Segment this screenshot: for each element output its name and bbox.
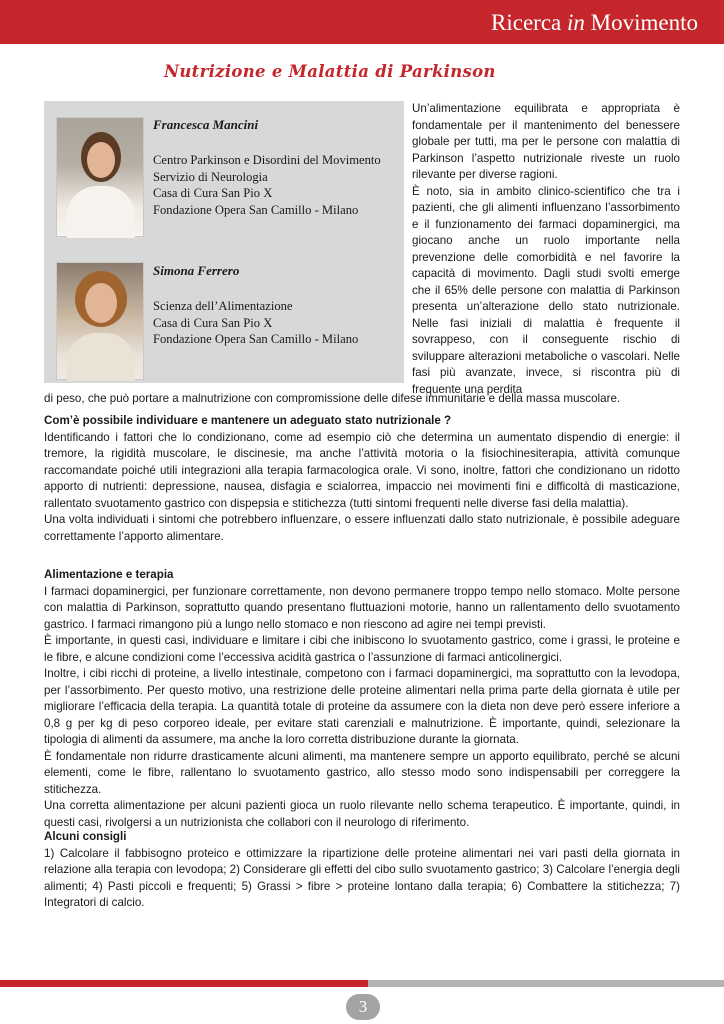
header-title-suffix: Movimento	[584, 10, 698, 35]
authors-box	[44, 101, 404, 383]
section-paragraph: Una volta individuati i sintomi che potrebbero influenzare, o essere influenzati dallo stato nutrizionale, è possibile adeguare correttamente l’apporto alimentare.	[44, 513, 680, 543]
section-diet-therapy	[44, 567, 680, 831]
header-bar	[0, 0, 724, 44]
section-paragraph: I farmaci dopaminergici, per funzionare correttamente, non devono permanere troppo tempo nello stomaco. Molte persone con malattia di Parkinson, soprattutto quando presentano fluttuazioni motorie, hanno un rallentamento dello svuotamento gastrico. I farmaci rimangono più a lungo nello stomaco e non riescono ad agire nei tempi previsti.	[44, 584, 680, 631]
author-info	[153, 117, 403, 218]
section-paragraph: Inoltre, i cibi ricchi di proteine, a livello intestinale, competono con i farmaci dopaminergici, ma soprattutto con la levodopa, per l’assorbimento. Per questo motivo, una restrizione delle proteine alimentari nella prima parte della giornata è utile per migliorare l’efficacia della terapia. La quantità totale di proteine da assumere con la dieta non deve però essere inferiore a 0,8 g per kg di peso corporeo ideale, per evitare stati carenziali e malnutrizione. È importante, quindi, selezionare la tipologia di alimenti da assumere, ma anche la loro corretta distribuzione durante la giornata.	[44, 667, 680, 746]
author-affiliation: Fondazione Opera San Camillo - Milano	[153, 332, 359, 346]
portrait-face	[85, 283, 117, 323]
section-paragraph: 1) Calcolare il fabbisogno proteico e ottimizzare la ripartizione delle proteine alimentari nei vari pasti della giornata in relazione alla terapia con levodopa; 2) Considerare gli effetti del cibo sullo svuotamento gastrico; 3) Calcolare l’energia degli alimenti; 4) Pasti piccoli e frequenti; 5) Grassi > fibre > proteine lontano dalla terapia; 6) Combattere la stitichezza; 7) Integratori di calcio.	[44, 846, 680, 909]
author-affiliation: Centro Parkinson e Disordini del Movimento	[153, 153, 381, 167]
author-photo	[56, 262, 144, 380]
section-paragraph: È importante, in questi casi, individuare e limitare i cibi che inibiscono lo svuotamento gastrico, come i grassi, le proteine e le fibre, e alcune condizioni come l’eccessiva acidità gastrica o l’assunzione di farmaci anticolinergici.	[44, 634, 680, 664]
portrait-body	[67, 333, 135, 381]
portrait-face	[87, 142, 115, 178]
author-affiliation: Casa di Cura San Pio X	[153, 186, 273, 200]
section-heading: Com’è possibile individuare e mantenere un adeguato stato nutrizionale ?	[44, 414, 452, 427]
author-affiliation: Servizio di Neurologia	[153, 169, 268, 184]
section-advice	[44, 829, 680, 912]
footer-accent-bar	[0, 980, 368, 987]
author-photo	[56, 117, 144, 237]
intro-continuation: di peso, che può portare a malnutrizione con compromissione delle difese immunitarie e della massa muscolare.	[44, 392, 621, 405]
page-number: 3	[346, 994, 380, 1020]
header-title-italic: in	[567, 10, 585, 35]
header-title-prefix: Ricerca	[491, 10, 568, 35]
author-affiliation: Scienza dell’Alimentazione	[153, 299, 293, 313]
author-name: Francesca Mancini	[153, 117, 259, 132]
section-nutritional-status	[44, 413, 680, 545]
author-info	[153, 263, 403, 348]
author-affiliation: Fondazione Opera San Camillo - Milano	[153, 202, 359, 217]
intro-paragraph: È noto, sia in ambito clinico-scientifico che tra i pazienti, che gli alimenti influenzano l’assorbimento e il funzionamento dei farmaci dopaminergici, ma giocano anche un ruolo importante nella prevenzione delle comorbidità e nel favorire la capacità di movimento. Dagli studi svolti emerge che il 65% delle persone con malattia di Parkinson presenta un’alterazione dello stato nutrizionale. Nelle fasi iniziali di malattia è frequente il sovrappeso, con il conseguente rischio di sviluppare alterazioni metaboliche o vascolari. Nelle fasi più avanzate, invece, si riscontra più di frequente una perdita	[412, 184, 680, 396]
section-heading: Alcuni consigli	[44, 830, 127, 843]
portrait-body	[67, 186, 135, 238]
section-paragraph: Identificando i fattori che lo condizionano, come ad esempio ciò che determina un aumentato dispendio di energie: il tremore, la rigidità muscolare, le discinesie, ma anche l’attività motoria o la fisiochinesiterapia, attività comunque raccomandate poiché utili integrazioni alla terapia farmacologica orale. Vi sono, inoltre, fattori che condizionano un ridotto apporto di nutrienti: depressione, nausea, disfagia e scialorrea, impaccio nei movimenti fini e difficoltà di masticazione, rallentato svuotamento gastrico con dispepsia e stitichezza (tutti sintomi frequenti nelle diverse fasi della malattia).	[44, 430, 680, 510]
section-paragraph: Una corretta alimentazione per alcuni pazienti gioca un ruolo rilevante nello schema terapeutico. È importante, quindi, in questi casi, rivolgersi a un nutrizionista che collabori con il neurologo di riferimento.	[44, 799, 680, 829]
section-heading: Alimentazione e terapia	[44, 568, 174, 581]
intro-column	[412, 101, 680, 398]
intro-paragraph: Un’alimentazione equilibrata e appropriata è fondamentale per il mantenimento del benessere globale per tutti, ma per le persone con malattia di Parkinson l’aspetto nutrizionale riveste un ruolo rilevante per diverse ragioni.	[412, 102, 680, 181]
author-name: Simona Ferrero	[153, 263, 240, 278]
article-title: Nutrizione e Malattia di Parkinson	[164, 62, 496, 81]
section-paragraph: È fondamentale non ridurre drasticamente alcuni alimenti, ma mantenere sempre un apporto equilibrato, perché se alcuni elementi, come le fibre, rallentano lo svuotamento gastrico, allo stesso modo sono indispensabili per correggere la stitichezza.	[44, 749, 680, 796]
author-affiliation: Casa di Cura San Pio X	[153, 315, 273, 330]
footer-neutral-bar	[368, 980, 724, 987]
